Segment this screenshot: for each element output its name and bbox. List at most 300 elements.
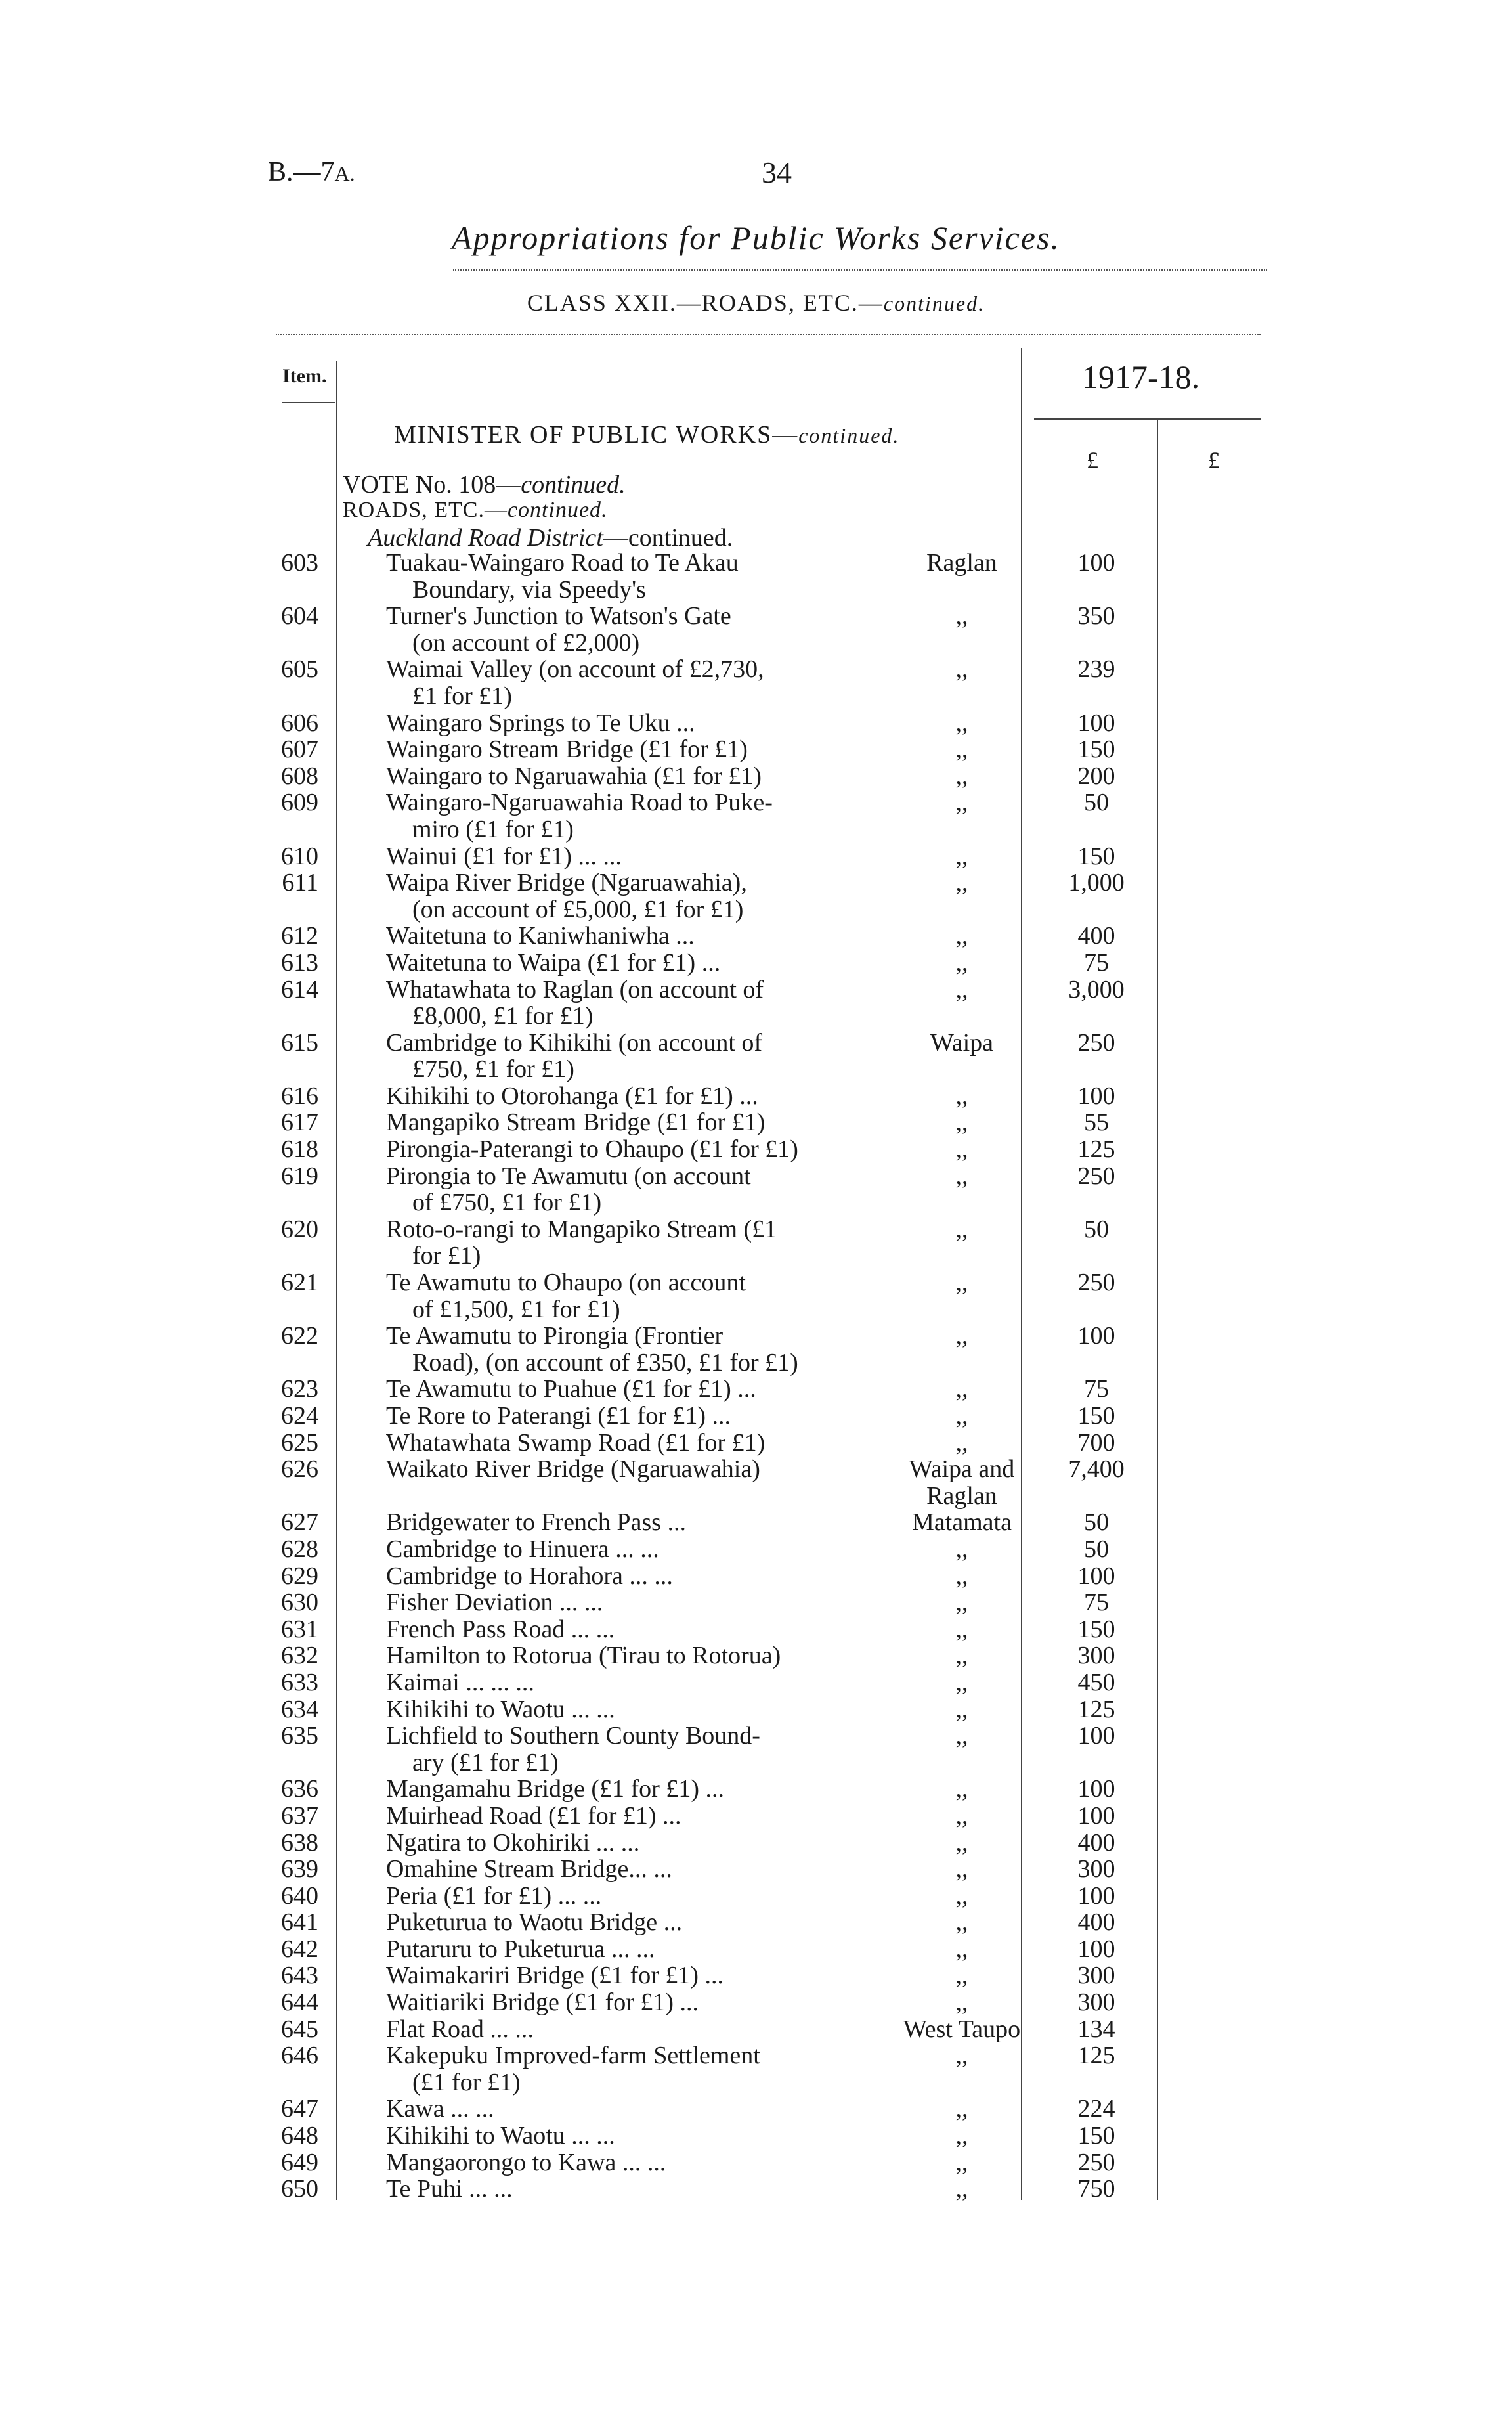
item-description bbox=[386, 1403, 865, 1430]
description-line: Pirongia to Te Awamutu (on account bbox=[386, 1162, 751, 1190]
county-name bbox=[863, 1669, 1060, 1696]
county-line: ,, bbox=[955, 1881, 968, 1910]
table-row bbox=[0, 1776, 1512, 1803]
table-row bbox=[0, 1669, 1512, 1696]
description-line: Bridgewater to French Pass ... bbox=[386, 1508, 686, 1537]
county-name bbox=[863, 763, 1060, 790]
item-number: 642 bbox=[281, 1935, 318, 1963]
table-row bbox=[0, 1856, 1512, 1883]
county-name bbox=[863, 1936, 1060, 1963]
item-description bbox=[386, 1803, 865, 1830]
county-name bbox=[863, 1216, 1060, 1243]
item-description bbox=[386, 1109, 865, 1136]
description-line: Muirhead Road (£1 for £1) ... bbox=[386, 1801, 681, 1830]
county-name bbox=[863, 550, 1060, 577]
item-number: 609 bbox=[281, 789, 318, 817]
county-line: ,, bbox=[955, 1989, 968, 2017]
county-line: ,, bbox=[955, 1562, 968, 1590]
description-line: Kihikihi to Waotu ... ... bbox=[386, 2122, 615, 2150]
item-number: 641 bbox=[281, 1908, 318, 1937]
county-line: ,, bbox=[955, 1402, 968, 1430]
item-description bbox=[386, 1536, 865, 1563]
item-number: 604 bbox=[281, 602, 318, 630]
description-line: Waitiariki Bridge (£1 for £1) ... bbox=[386, 1989, 699, 2017]
description-line: Fisher Deviation ... ... bbox=[386, 1589, 603, 1617]
description-line: Waingaro Springs to Te Uku ... bbox=[386, 709, 695, 737]
county-line: ,, bbox=[955, 789, 968, 817]
item-number: 638 bbox=[281, 1828, 318, 1857]
description-continuation-line: £8,000, £1 for £1) bbox=[412, 1002, 594, 1030]
amount: 75 bbox=[1084, 948, 1109, 977]
county-name bbox=[863, 1856, 1060, 1883]
class-title bbox=[0, 289, 1512, 317]
item-description bbox=[386, 1723, 865, 1776]
table-row bbox=[0, 977, 1512, 1030]
county-name bbox=[863, 1589, 1060, 1616]
county-line: ,, bbox=[955, 1668, 968, 1696]
amount: 100 bbox=[1077, 1562, 1115, 1590]
description-line: Kakepuku Improved-farm Settlement bbox=[386, 2042, 760, 2070]
item-description bbox=[386, 1989, 865, 2016]
description-line: Ngatira to Okohiriki ... ... bbox=[386, 1828, 640, 1857]
county-name bbox=[863, 2149, 1060, 2176]
item-description bbox=[386, 1616, 865, 1643]
description-line: Mangamahu Bridge (£1 for £1) ... bbox=[386, 1775, 724, 1803]
item-description bbox=[386, 1456, 865, 1483]
amount: 250 bbox=[1077, 2148, 1115, 2176]
county-name bbox=[863, 1883, 1060, 1910]
description-line: Putaruru to Puketurua ... ... bbox=[386, 1935, 655, 1963]
description-line: Te Awamutu to Puahue (£1 for £1) ... bbox=[386, 1375, 756, 1403]
page-title: Appropriations for Public Works Services. bbox=[452, 219, 1060, 256]
table-row bbox=[0, 1642, 1512, 1669]
amount: 100 bbox=[1077, 1935, 1115, 1963]
amount: 150 bbox=[1077, 1402, 1115, 1430]
county-name bbox=[863, 710, 1060, 737]
county-name bbox=[863, 1696, 1060, 1723]
county-name bbox=[863, 1563, 1060, 1590]
description-line: Peria (£1 for £1) ... ... bbox=[386, 1881, 602, 1910]
county-line: ,, bbox=[955, 1535, 968, 1563]
table-row bbox=[0, 1216, 1512, 1269]
item-description bbox=[386, 1083, 865, 1110]
county-line: ,, bbox=[955, 1162, 968, 1190]
table-row bbox=[0, 1962, 1512, 1989]
table-row bbox=[0, 1803, 1512, 1830]
item-number: 618 bbox=[281, 1135, 318, 1164]
description-line: Whatawhata Swamp Road (£1 for £1) bbox=[386, 1428, 766, 1457]
item-number: 643 bbox=[281, 1962, 318, 1990]
description-line: Kihikihi to Waotu ... ... bbox=[386, 1695, 615, 1723]
amount: 75 bbox=[1084, 1589, 1109, 1617]
county-line: ,, bbox=[955, 2095, 968, 2123]
county-name bbox=[863, 603, 1060, 630]
description-continuation-line: Boundary, via Speedy's bbox=[412, 575, 646, 604]
county-name bbox=[863, 869, 1060, 896]
description-continuation-line: of £750, £1 for £1) bbox=[412, 1189, 602, 1217]
item-number: 646 bbox=[281, 2042, 318, 2070]
description-line: Waimakariri Bridge (£1 for £1) ... bbox=[386, 1962, 724, 1990]
year-header-underline bbox=[1034, 418, 1261, 420]
description-line: Lichfield to Southern County Bound- bbox=[386, 1722, 760, 1750]
amount: 239 bbox=[1077, 655, 1115, 684]
item-description bbox=[386, 977, 865, 1030]
description-line: Puketurua to Waotu Bridge ... bbox=[386, 1908, 683, 1937]
item-description bbox=[386, 1376, 865, 1403]
item-description bbox=[386, 550, 865, 603]
amount: 300 bbox=[1077, 1989, 1115, 2017]
county-name bbox=[863, 1376, 1060, 1403]
county-name bbox=[863, 1269, 1060, 1296]
county-line: West Taupo bbox=[903, 2015, 1021, 2043]
item-description bbox=[386, 1669, 865, 1696]
county-line: ,, bbox=[955, 1375, 968, 1403]
item-number: 628 bbox=[281, 1535, 318, 1563]
item-description bbox=[386, 1936, 865, 1963]
county-name bbox=[863, 1136, 1060, 1163]
table-row bbox=[0, 550, 1512, 603]
item-number: 629 bbox=[281, 1562, 318, 1590]
appropriation-rows bbox=[0, 550, 1512, 2203]
county-name bbox=[863, 1403, 1060, 1430]
table-row bbox=[0, 1403, 1512, 1430]
document-reference-prefix: B.—7 bbox=[268, 157, 335, 187]
description-line: Hamilton to Rotorua (Tirau to Rotorua) bbox=[386, 1642, 781, 1670]
minister-heading-continued: continued. bbox=[798, 424, 900, 447]
description-line: Cambridge to Horahora ... ... bbox=[386, 1562, 673, 1590]
table-row bbox=[0, 1163, 1512, 1216]
item-description bbox=[386, 923, 865, 950]
county-line: ,, bbox=[955, 948, 968, 977]
county-line: ,, bbox=[955, 1615, 968, 1643]
description-line: Kawa ... ... bbox=[386, 2095, 494, 2123]
item-description bbox=[386, 656, 865, 709]
item-description bbox=[386, 2016, 865, 2043]
county-name bbox=[863, 2176, 1060, 2203]
county-name bbox=[863, 1509, 1060, 1536]
item-description bbox=[386, 2123, 865, 2149]
item-number: 626 bbox=[281, 1455, 318, 1484]
description-line: Pirongia-Paterangi to Ohaupo (£1 for £1) bbox=[386, 1135, 798, 1164]
pound-symbol-column-1: £ bbox=[1087, 447, 1098, 473]
item-number: 622 bbox=[281, 1322, 318, 1350]
table-row bbox=[0, 603, 1512, 656]
county-name bbox=[863, 1030, 1060, 1057]
county-name bbox=[863, 1776, 1060, 1803]
description-continuation-line: (on account of £2,000) bbox=[412, 628, 640, 657]
county-name bbox=[863, 950, 1060, 977]
description-continuation-line: of £1,500, £1 for £1) bbox=[412, 1295, 620, 1323]
item-number: 624 bbox=[281, 1402, 318, 1430]
description-line: Mangapiko Stream Bridge (£1 for £1) bbox=[386, 1109, 766, 1137]
item-number: 616 bbox=[281, 1082, 318, 1110]
description-line: Kihikihi to Otorohanga (£1 for £1) ... bbox=[386, 1082, 758, 1110]
table-row bbox=[0, 1563, 1512, 1590]
description-line: Te Puhi ... ... bbox=[386, 2175, 513, 2203]
description-line: Waingaro-Ngaruawahia Road to Puke- bbox=[386, 789, 773, 817]
item-number: 627 bbox=[281, 1508, 318, 1537]
table-row bbox=[0, 843, 1512, 870]
item-number: 639 bbox=[281, 1855, 318, 1883]
description-line: Flat Road ... ... bbox=[386, 2015, 534, 2043]
item-number: 650 bbox=[281, 2175, 318, 2203]
item-number: 631 bbox=[281, 1615, 318, 1643]
item-number: 606 bbox=[281, 709, 318, 737]
county-line: ,, bbox=[955, 1269, 968, 1297]
county-line: ,, bbox=[955, 655, 968, 684]
item-header-underline bbox=[282, 402, 335, 403]
county-name bbox=[863, 1642, 1060, 1669]
item-description bbox=[386, 950, 865, 977]
table-row bbox=[0, 1830, 1512, 1857]
county-line: ,, bbox=[955, 1855, 968, 1883]
table-row bbox=[0, 763, 1512, 790]
item-number: 635 bbox=[281, 1722, 318, 1750]
vote-heading-text: VOTE No. 108— bbox=[343, 471, 521, 498]
county-name bbox=[863, 1536, 1060, 1563]
amount: 300 bbox=[1077, 1642, 1115, 1670]
county-name bbox=[863, 1989, 1060, 2016]
table-row bbox=[0, 1616, 1512, 1643]
description-continuation-line: Road), (on account of £350, £1 for £1) bbox=[412, 1348, 798, 1376]
item-description bbox=[386, 1163, 865, 1216]
item-number: 613 bbox=[281, 948, 318, 977]
county-line: ,, bbox=[955, 842, 968, 870]
item-description bbox=[386, 1962, 865, 1989]
table-row bbox=[0, 923, 1512, 950]
table-row bbox=[0, 1456, 1512, 1509]
table-row bbox=[0, 656, 1512, 709]
item-description bbox=[386, 2176, 865, 2203]
county-line: ,, bbox=[955, 602, 968, 630]
county-line: ,, bbox=[955, 1695, 968, 1723]
county-name bbox=[863, 1456, 1060, 1509]
page-number: 34 bbox=[762, 156, 792, 189]
item-number: 640 bbox=[281, 1881, 318, 1910]
county-line: ,, bbox=[955, 1722, 968, 1750]
amount: 250 bbox=[1077, 1162, 1115, 1190]
county-line: ,, bbox=[955, 1962, 968, 1990]
item-number: 619 bbox=[281, 1162, 318, 1190]
table-row bbox=[0, 1030, 1512, 1083]
county-line: ,, bbox=[955, 1215, 968, 1243]
county-name bbox=[863, 2016, 1060, 2043]
item-number: 636 bbox=[281, 1775, 318, 1803]
county-line: Waipa and bbox=[909, 1455, 1015, 1484]
county-line: ,, bbox=[955, 1775, 968, 1803]
item-number: 614 bbox=[281, 975, 318, 1003]
item-description bbox=[386, 1509, 865, 1536]
amount: 50 bbox=[1084, 1535, 1109, 1563]
item-number: 644 bbox=[281, 1989, 318, 2017]
table-row bbox=[0, 1136, 1512, 1163]
item-description bbox=[386, 1589, 865, 1616]
item-description bbox=[386, 1136, 865, 1163]
item-description bbox=[386, 1216, 865, 1269]
table-row bbox=[0, 1269, 1512, 1323]
item-description bbox=[386, 1883, 865, 1910]
county-line: Matamata bbox=[912, 1508, 1012, 1537]
document-reference-suffix: A. bbox=[334, 162, 355, 185]
county-line: ,, bbox=[955, 762, 968, 790]
table-row bbox=[0, 1109, 1512, 1136]
description-line: Te Awamutu to Pirongia (Frontier bbox=[386, 1322, 724, 1350]
description-continuation-line: (£1 for £1) bbox=[412, 2068, 521, 2096]
amount: 7,400 bbox=[1068, 1455, 1125, 1484]
item-number: 611 bbox=[282, 869, 318, 897]
item-description bbox=[386, 843, 865, 870]
amount: 700 bbox=[1077, 1428, 1115, 1457]
table-row bbox=[0, 2042, 1512, 2096]
item-description bbox=[386, 1830, 865, 1857]
item-description bbox=[386, 1696, 865, 1723]
minister-heading bbox=[394, 420, 899, 449]
item-number: 621 bbox=[281, 1269, 318, 1297]
county-line: ,, bbox=[955, 736, 968, 764]
county-name bbox=[863, 1909, 1060, 1936]
amount: 100 bbox=[1077, 1801, 1115, 1830]
item-number: 608 bbox=[281, 762, 318, 790]
county-name bbox=[863, 977, 1060, 1003]
county-name bbox=[863, 736, 1060, 763]
description-line: Cambridge to Hinuera ... ... bbox=[386, 1535, 659, 1563]
item-description bbox=[386, 1030, 865, 1083]
county-line: ,, bbox=[955, 1322, 968, 1350]
description-line: Waingaro Stream Bridge (£1 for £1) bbox=[386, 736, 748, 764]
table-row bbox=[0, 789, 1512, 843]
vote-heading-continued: continued. bbox=[521, 471, 626, 498]
county-name bbox=[863, 1083, 1060, 1110]
district-heading-continued: —continued. bbox=[603, 524, 733, 552]
county-name bbox=[863, 2042, 1060, 2069]
county-line: ,, bbox=[955, 1082, 968, 1110]
description-line: Waitetuna to Kaniwhaniwha ... bbox=[386, 922, 695, 950]
class-title-text: CLASS XXII.—ROADS, ETC.— bbox=[527, 290, 884, 316]
county-name bbox=[863, 1616, 1060, 1643]
description-line: Cambridge to Kihikihi (on account of bbox=[386, 1028, 763, 1057]
item-description bbox=[386, 1430, 865, 1457]
county-line: Waipa bbox=[930, 1028, 994, 1057]
county-line: ,, bbox=[955, 2122, 968, 2150]
table-row bbox=[0, 1723, 1512, 1776]
amount: 400 bbox=[1077, 922, 1115, 950]
county-line: ,, bbox=[955, 869, 968, 897]
amount: 75 bbox=[1084, 1375, 1109, 1403]
description-continuation-line: ary (£1 for £1) bbox=[412, 1748, 559, 1776]
item-number: 607 bbox=[281, 736, 318, 764]
table-row bbox=[0, 1696, 1512, 1723]
item-description bbox=[386, 869, 865, 923]
district-heading-text: Auckland Road District bbox=[368, 524, 603, 552]
description-line: Waimai Valley (on account of £2,730, bbox=[386, 655, 764, 684]
amount: 100 bbox=[1077, 1722, 1115, 1750]
county-name bbox=[863, 1803, 1060, 1830]
description-continuation-line: £750, £1 for £1) bbox=[412, 1055, 574, 1084]
description-continuation-line: £1 for £1) bbox=[412, 682, 512, 710]
title-divider bbox=[453, 269, 1267, 271]
document-reference bbox=[268, 156, 355, 188]
amount: 55 bbox=[1084, 1109, 1109, 1137]
item-number: 610 bbox=[281, 842, 318, 870]
description-continuation-line: (on account of £5,000, £1 for £1) bbox=[412, 895, 744, 923]
amount: 100 bbox=[1077, 1775, 1115, 1803]
table-row bbox=[0, 869, 1512, 923]
county-name bbox=[863, 923, 1060, 950]
description-line: French Pass Road ... ... bbox=[386, 1615, 615, 1643]
item-description bbox=[386, 1642, 865, 1669]
minister-heading-text: MINISTER OF PUBLIC WORKS— bbox=[394, 421, 799, 449]
description-line: Tuakau-Waingaro Road to Te Akau bbox=[386, 549, 739, 577]
table-row bbox=[0, 1323, 1512, 1376]
description-line: Waikato River Bridge (Ngaruawahia) bbox=[386, 1455, 760, 1484]
table-row bbox=[0, 2123, 1512, 2149]
amount: 100 bbox=[1077, 1082, 1115, 1110]
county-line: ,, bbox=[955, 1801, 968, 1830]
county-line: ,, bbox=[955, 2042, 968, 2070]
description-line: Wainui (£1 for £1) ... ... bbox=[386, 842, 622, 870]
item-number: 603 bbox=[281, 549, 318, 577]
amount: 100 bbox=[1077, 1881, 1115, 1910]
description-line: Turner's Junction to Watson's Gate bbox=[386, 602, 731, 630]
description-line: Te Awamutu to Ohaupo (on account bbox=[386, 1269, 746, 1297]
county-line: ,, bbox=[955, 975, 968, 1003]
amount: 150 bbox=[1077, 842, 1115, 870]
amount: 125 bbox=[1077, 1135, 1115, 1164]
amount: 100 bbox=[1077, 549, 1115, 577]
amount: 750 bbox=[1077, 2175, 1115, 2203]
county-line: ,, bbox=[955, 1642, 968, 1670]
item-description bbox=[386, 2096, 865, 2123]
table-row bbox=[0, 1083, 1512, 1110]
table-row bbox=[0, 710, 1512, 737]
item-description bbox=[386, 2149, 865, 2176]
county-line: ,, bbox=[955, 922, 968, 950]
county-line: Raglan bbox=[926, 549, 997, 577]
county-name bbox=[863, 1962, 1060, 1989]
item-description bbox=[386, 789, 865, 843]
amount: 100 bbox=[1077, 1322, 1115, 1350]
county-line: ,, bbox=[955, 1428, 968, 1457]
table-row bbox=[0, 2016, 1512, 2043]
description-line: Mangaorongo to Kawa ... ... bbox=[386, 2148, 666, 2176]
item-number: 648 bbox=[281, 2122, 318, 2150]
table-row bbox=[0, 950, 1512, 977]
county-name bbox=[863, 1830, 1060, 1857]
county-line: ,, bbox=[955, 2175, 968, 2203]
item-number: 633 bbox=[281, 1668, 318, 1696]
amount: 50 bbox=[1084, 1508, 1109, 1537]
table-row bbox=[0, 1509, 1512, 1536]
district-heading bbox=[368, 523, 733, 552]
description-line: Omahine Stream Bridge... ... bbox=[386, 1855, 672, 1883]
county-line: ,, bbox=[955, 1908, 968, 1937]
amount: 250 bbox=[1077, 1028, 1115, 1057]
item-number: 637 bbox=[281, 1801, 318, 1830]
pound-symbol-column-2: £ bbox=[1208, 447, 1220, 473]
county-line: ,, bbox=[955, 1135, 968, 1164]
description-continuation-line: miro (£1 for £1) bbox=[412, 815, 574, 843]
year-column-header: 1917-18. bbox=[1082, 359, 1200, 395]
table-row bbox=[0, 1936, 1512, 1963]
amount: 250 bbox=[1077, 1269, 1115, 1297]
county-line: ,, bbox=[955, 1935, 968, 1963]
description-line: Waipa River Bridge (Ngaruawahia), bbox=[386, 869, 747, 897]
table-row bbox=[0, 2149, 1512, 2176]
amount: 50 bbox=[1084, 789, 1109, 817]
item-description bbox=[386, 763, 865, 790]
item-number: 623 bbox=[281, 1375, 318, 1403]
county-name bbox=[863, 1323, 1060, 1350]
